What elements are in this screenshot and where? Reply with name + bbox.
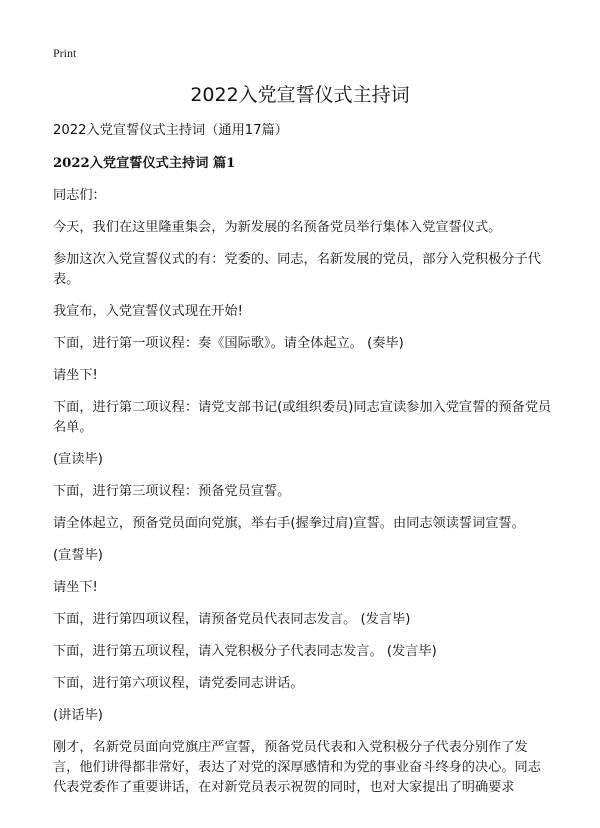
paragraph: 下面，进行第一项议程：奏《国际歌》。请全体起立。 (奏毕) [53, 336, 404, 351]
document-body [53, 121, 553, 810]
paragraph: 参加这次入党宣誓仪式的有：党委的、同志，名新发展的党员，部分入党积极分子代表。 [53, 252, 541, 287]
paragraph: (讲话毕) [53, 708, 103, 723]
document-subtitle: 2022入党宣誓仪式主持词（通用17篇） [53, 123, 288, 138]
paragraph: 请坐下! [53, 580, 98, 595]
paragraph: 请坐下! [53, 368, 98, 383]
paragraph: 下面，进行第二项议程：请党支部书记(或组织委员)同志宣读参加入党宣誓的预备党员名单。 [53, 400, 552, 435]
paragraph: 下面，进行第四项议程，请预备党员代表同志发言。 (发言毕) [53, 612, 411, 627]
document-title: 2022入党宣誓仪式主持词 [190, 84, 410, 106]
section-heading: 2022入党宣誓仪式主持词 篇1 [53, 156, 236, 171]
paragraph: 同志们： [53, 188, 106, 203]
paragraph: 下面，进行第三项议程：预备党员宣誓。 [53, 484, 291, 499]
paragraph: 下面，进行第五项议程，请入党积极分子代表同志发言。 (发言毕) [53, 644, 437, 659]
paragraph: 今天，我们在这里隆重集会，为新发展的名预备党员举行集体入党宣誓仪式。 [53, 220, 502, 235]
paragraph: (宣誓毕) [53, 548, 103, 563]
paragraph: 下面，进行第六项议程，请党委同志讲话。 [53, 676, 304, 691]
paragraph: (宣读毕) [53, 452, 103, 467]
paragraph: 请全体起立，预备党员面向党旗，举右手(握拳过肩)宣誓。由同志领读誓词宣誓。 [53, 516, 525, 531]
paragraph: 刚才，名新党员面向党旗庄严宣誓，预备党员代表和入党积极分子代表分别作了发言，他们讲得都非常好，表达了对党的深厚感情和为党的事业奋斗终身的决心。同志代表党委作了重要讲话，在对新党员表示祝贺的同时，也对大家提出了明确要求 [53, 740, 541, 795]
print-link[interactable]: Print [53, 46, 77, 60]
paragraph: 我宣布，入党宣誓仪式现在开始! [53, 304, 243, 319]
